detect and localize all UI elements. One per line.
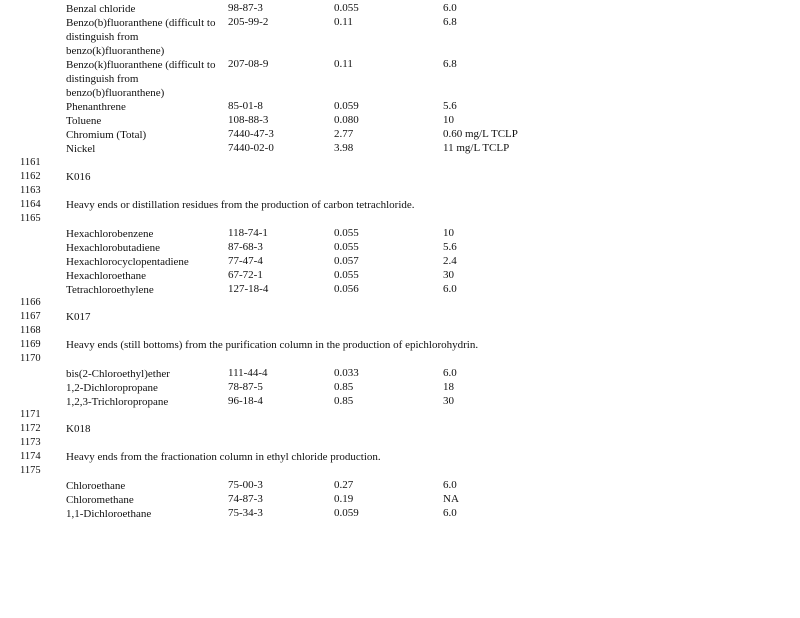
line-number: 1162 — [20, 171, 41, 182]
line-number: 1166 — [20, 297, 41, 308]
nonwastewater-standard: 10 — [443, 227, 454, 239]
constituent-name: Chromium (Total) — [66, 129, 147, 141]
waste-code-heading: K018 — [66, 423, 91, 435]
nonwastewater-standard: 11 mg/L TCLP — [443, 142, 510, 154]
wastewater-standard: 0.033 — [334, 367, 359, 379]
cas-number: 98-87-3 — [228, 2, 263, 14]
cas-number: 74-87-3 — [228, 493, 263, 505]
wastewater-standard: 0.055 — [334, 2, 359, 14]
cas-number: 67-72-1 — [228, 269, 263, 281]
constituent-name: Benzo(b)fluoranthene (difficult to distinguish from benzo(k)fluoranthene) — [66, 17, 216, 57]
cas-number: 85-01-8 — [228, 100, 263, 112]
cas-number: 127-18-4 — [228, 283, 269, 295]
cas-number: 75-00-3 — [228, 479, 263, 491]
nonwastewater-standard: 30 — [443, 395, 454, 407]
line-number: 1169 — [20, 339, 41, 350]
nonwastewater-standard: 2.4 — [443, 255, 457, 267]
constituent-name: bis(2-Chloroethyl)ether — [66, 368, 170, 380]
wastewater-standard: 0.19 — [334, 493, 354, 505]
cas-number: 118-74-1 — [228, 227, 268, 239]
constituent-name: Nickel — [66, 143, 96, 155]
nonwastewater-standard: 6.0 — [443, 367, 457, 379]
constituent-name: Chloromethane — [66, 494, 134, 506]
cas-number: 75-34-3 — [228, 507, 263, 519]
cas-number: 207-08-9 — [228, 58, 269, 70]
cas-number: 205-99-2 — [228, 16, 269, 28]
constituent-name: Benzal chloride — [66, 3, 136, 15]
constituent-name: Hexachloroethane — [66, 270, 147, 282]
nonwastewater-standard: 6.0 — [443, 2, 457, 14]
nonwastewater-standard: 6.8 — [443, 16, 457, 28]
cas-number: 96-18-4 — [228, 395, 263, 407]
wastewater-standard: 0.056 — [334, 283, 359, 295]
constituent-name: Chloroethane — [66, 480, 126, 492]
wastewater-standard: 0.85 — [334, 381, 354, 393]
line-number: 1163 — [20, 185, 41, 196]
nonwastewater-standard: 5.6 — [443, 100, 457, 112]
line-number: 1174 — [20, 451, 41, 462]
wastewater-standard: 0.11 — [334, 16, 353, 28]
line-number: 1170 — [20, 353, 41, 364]
constituent-name: Hexachlorobenzene — [66, 228, 154, 240]
constituent-name: Toluene — [66, 115, 102, 127]
nonwastewater-standard: 5.6 — [443, 241, 457, 253]
constituent-name: 1,2-Dichloropropane — [66, 382, 158, 394]
waste-code-heading: K017 — [66, 311, 91, 323]
line-number: 1161 — [20, 157, 41, 168]
cas-number: 77-47-4 — [228, 255, 263, 267]
nonwastewater-standard: 6.0 — [443, 479, 457, 491]
nonwastewater-standard: 0.60 mg/L TCLP — [443, 128, 518, 140]
line-number: 1173 — [20, 437, 41, 448]
constituent-name: Benzo(k)fluoranthene (difficult to distinguish from benzo(b)fluoranthene) — [66, 59, 216, 99]
constituent-name: 1,1-Dichloroethane — [66, 508, 152, 520]
wastewater-standard: 0.055 — [334, 241, 359, 253]
line-number: 1175 — [20, 465, 41, 476]
wastewater-standard: 0.055 — [334, 227, 359, 239]
waste-description: Heavy ends or distillation residues from the production of carbon tetrachloride. — [66, 199, 415, 211]
nonwastewater-standard: 30 — [443, 269, 454, 281]
wastewater-standard: 0.11 — [334, 58, 353, 70]
cas-number: 87-68-3 — [228, 241, 263, 253]
wastewater-standard: 2.77 — [334, 128, 354, 140]
wastewater-standard: 0.057 — [334, 255, 359, 267]
wastewater-standard: 3.98 — [334, 142, 354, 154]
wastewater-standard: 0.059 — [334, 507, 359, 519]
constituent-name: Tetrachloroethylene — [66, 284, 154, 296]
cas-number: 7440-47-3 — [228, 128, 274, 140]
waste-description: Heavy ends (still bottoms) from the purification column in the production of epichlorohydrin. — [66, 339, 479, 351]
waste-description: Heavy ends from the fractionation column in ethyl chloride production. — [66, 451, 381, 463]
waste-code-heading: K016 — [66, 171, 91, 183]
line-number: 1167 — [20, 311, 41, 322]
nonwastewater-standard: 18 — [443, 381, 454, 393]
line-number: 1172 — [20, 423, 41, 434]
nonwastewater-standard: NA — [443, 493, 459, 505]
constituent-name: Hexachlorobutadiene — [66, 242, 161, 254]
wastewater-standard: 0.85 — [334, 395, 354, 407]
cas-number: 78-87-5 — [228, 381, 263, 393]
wastewater-standard: 0.059 — [334, 100, 359, 112]
wastewater-standard: 0.080 — [334, 114, 359, 126]
nonwastewater-standard: 10 — [443, 114, 454, 126]
nonwastewater-standard: 6.0 — [443, 507, 457, 519]
nonwastewater-standard: 6.8 — [443, 58, 457, 70]
cas-number: 111-44-4 — [228, 367, 268, 379]
cas-number: 7440-02-0 — [228, 142, 274, 154]
constituent-name: Hexachlorocyclopentadiene — [66, 256, 189, 268]
cas-number: 108-88-3 — [228, 114, 269, 126]
nonwastewater-standard: 6.0 — [443, 283, 457, 295]
constituent-name: 1,2,3-Trichloropropane — [66, 396, 169, 408]
line-number: 1164 — [20, 199, 41, 210]
wastewater-standard: 0.27 — [334, 479, 354, 491]
line-number: 1168 — [20, 325, 41, 336]
wastewater-standard: 0.055 — [334, 269, 359, 281]
constituent-name: Phenanthrene — [66, 101, 126, 113]
line-number: 1171 — [20, 409, 41, 420]
line-number: 1165 — [20, 213, 41, 224]
